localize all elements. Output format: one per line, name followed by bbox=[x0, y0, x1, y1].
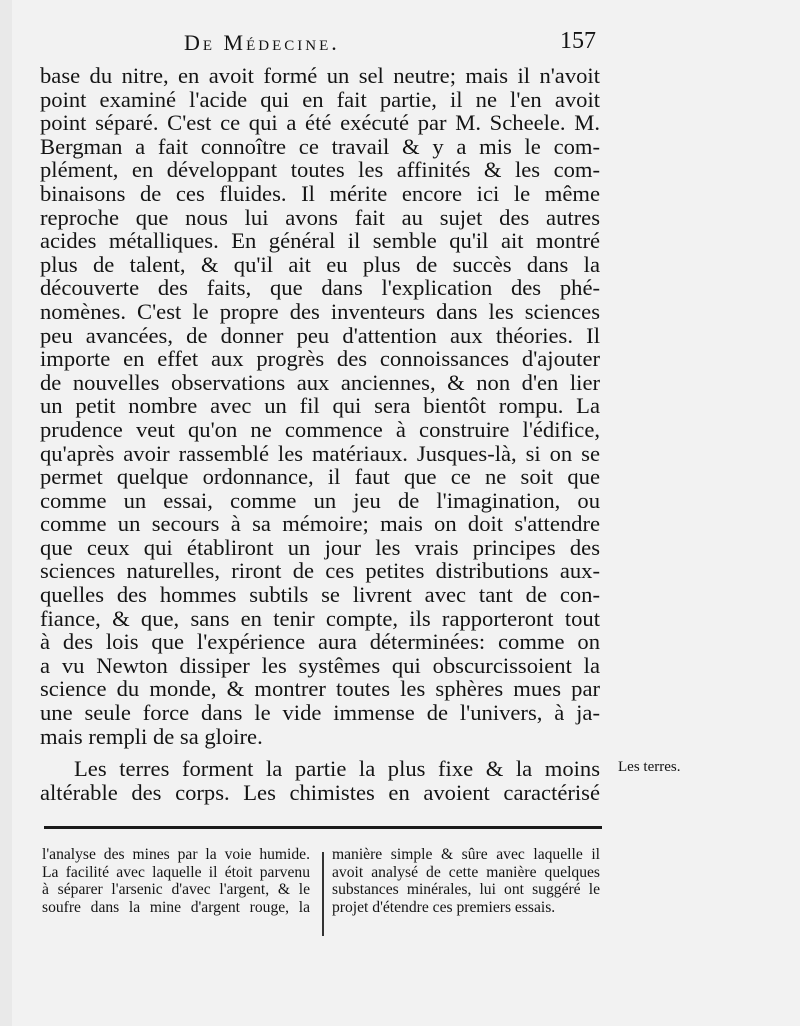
footnote-column-divider bbox=[322, 852, 324, 936]
text-line: à des lois que l'expérience aura déterminées: comme on bbox=[40, 629, 600, 655]
text-line: qu'après avoir rassemblé les matériaux. Jusques-là, si on se bbox=[40, 440, 600, 466]
text-line: peu avancées, de donner peu d'attention aux théories. Il bbox=[40, 322, 600, 348]
footnotes bbox=[42, 846, 602, 936]
text-line: mais rempli de sa gloire. bbox=[40, 723, 263, 749]
text-line: découverte des faits, que dans l'explication des phé- bbox=[40, 275, 600, 301]
text-line: quelles des hommes subtils se livrent avec tant de con- bbox=[40, 582, 600, 608]
footnote-line: substances minérales, lui ont suggéré le bbox=[332, 881, 600, 899]
text-line: que ceux qui établiront un jour les vrais principes des bbox=[40, 534, 600, 560]
text-line: point séparé. C'est ce qui a été exécuté par M. Scheele. M. bbox=[40, 110, 600, 136]
text-line: science du monde, & montrer toutes les sphères mues par bbox=[40, 676, 600, 702]
paragraph-2 bbox=[40, 757, 600, 804]
text-line: acides métalliques. En général il semble qu'il ait montré bbox=[40, 228, 600, 254]
page-header bbox=[184, 30, 604, 64]
text-line: Les terres forment la partie la plus fixe & la moins bbox=[74, 756, 600, 782]
text-line: de nouvelles observations aux anciennes, & non d'en lier bbox=[40, 369, 600, 395]
text-line: reproche que nous lui avons fait au sujet des autres bbox=[40, 204, 600, 230]
footnote-column-right bbox=[332, 846, 600, 916]
footnote-line: soufre dans la mine d'argent rouge, la bbox=[42, 898, 310, 916]
running-head: De Médecine. bbox=[184, 30, 340, 55]
text-line: plément, en développant toutes les affinités & les com- bbox=[40, 157, 600, 183]
text-line: une seule force dans le vide immense de l'univers, à ja- bbox=[40, 700, 600, 726]
text-line: comme un essai, comme un jeu de l'imagination, ou bbox=[40, 487, 600, 513]
text-line: base du nitre, en avoit formé un sel neutre; mais il n'avoit bbox=[40, 63, 600, 88]
text-line: un petit nombre avec un fil qui sera bientôt rompu. La bbox=[40, 393, 600, 419]
text-line: importe en effet aux progrès des connoissances d'ajouter bbox=[40, 346, 600, 372]
text-line: point examiné l'acide qui en fait partie, il ne l'en avoit bbox=[40, 86, 600, 112]
text-line: permet quelque ordonnance, il faut que ce ne soit que bbox=[40, 464, 600, 490]
text-line: prudence veut qu'on ne commence à construire l'édifice, bbox=[40, 416, 600, 442]
paragraph-1 bbox=[40, 64, 600, 748]
text-line: a vu Newton dissiper les systêmes qui obscurcissoient la bbox=[40, 652, 600, 678]
footnote-line: La facilité avec laquelle il étoit parvenu bbox=[42, 863, 310, 881]
text-line: sciences naturelles, riront de ces petites distributions aux- bbox=[40, 558, 600, 584]
text-line: nomènes. C'est le propre des inventeurs dans les sciences bbox=[40, 298, 600, 324]
text-line: altérable des corps. Les chimistes en avoient caractérisé bbox=[40, 779, 600, 805]
text-line: Bergman a fait connoître ce travail & y a mis le com- bbox=[40, 133, 600, 159]
footnote-line: l'analyse des mines par la voie humide. bbox=[42, 846, 310, 863]
footnote-line: à séparer l'arsenic d'avec l'argent, & le bbox=[42, 881, 310, 899]
main-text bbox=[40, 64, 600, 804]
footnote-line: projet d'étendre ces premiers essais. bbox=[332, 898, 556, 916]
footnote-line: avoit analysé de cette manière quelques bbox=[332, 863, 600, 881]
footnote-line: manière simple & sûre avec laquelle il bbox=[332, 846, 600, 863]
page-number: 157 bbox=[560, 28, 596, 54]
margin-note: Les terres. bbox=[618, 759, 681, 775]
text-line: comme un secours à sa mémoire; mais on doit s'attendre bbox=[40, 511, 600, 537]
footnote-column-left bbox=[42, 846, 310, 916]
book-page bbox=[12, 0, 800, 1026]
text-line: fiance, & que, sans en tenir compte, ils rapporteront tout bbox=[40, 605, 600, 631]
text-line: binaisons de ces fluides. Il mérite encore ici le même bbox=[40, 180, 600, 206]
footnote-rule bbox=[44, 826, 602, 829]
text-line: plus de talent, & qu'il ait eu plus de succès dans la bbox=[40, 251, 600, 277]
